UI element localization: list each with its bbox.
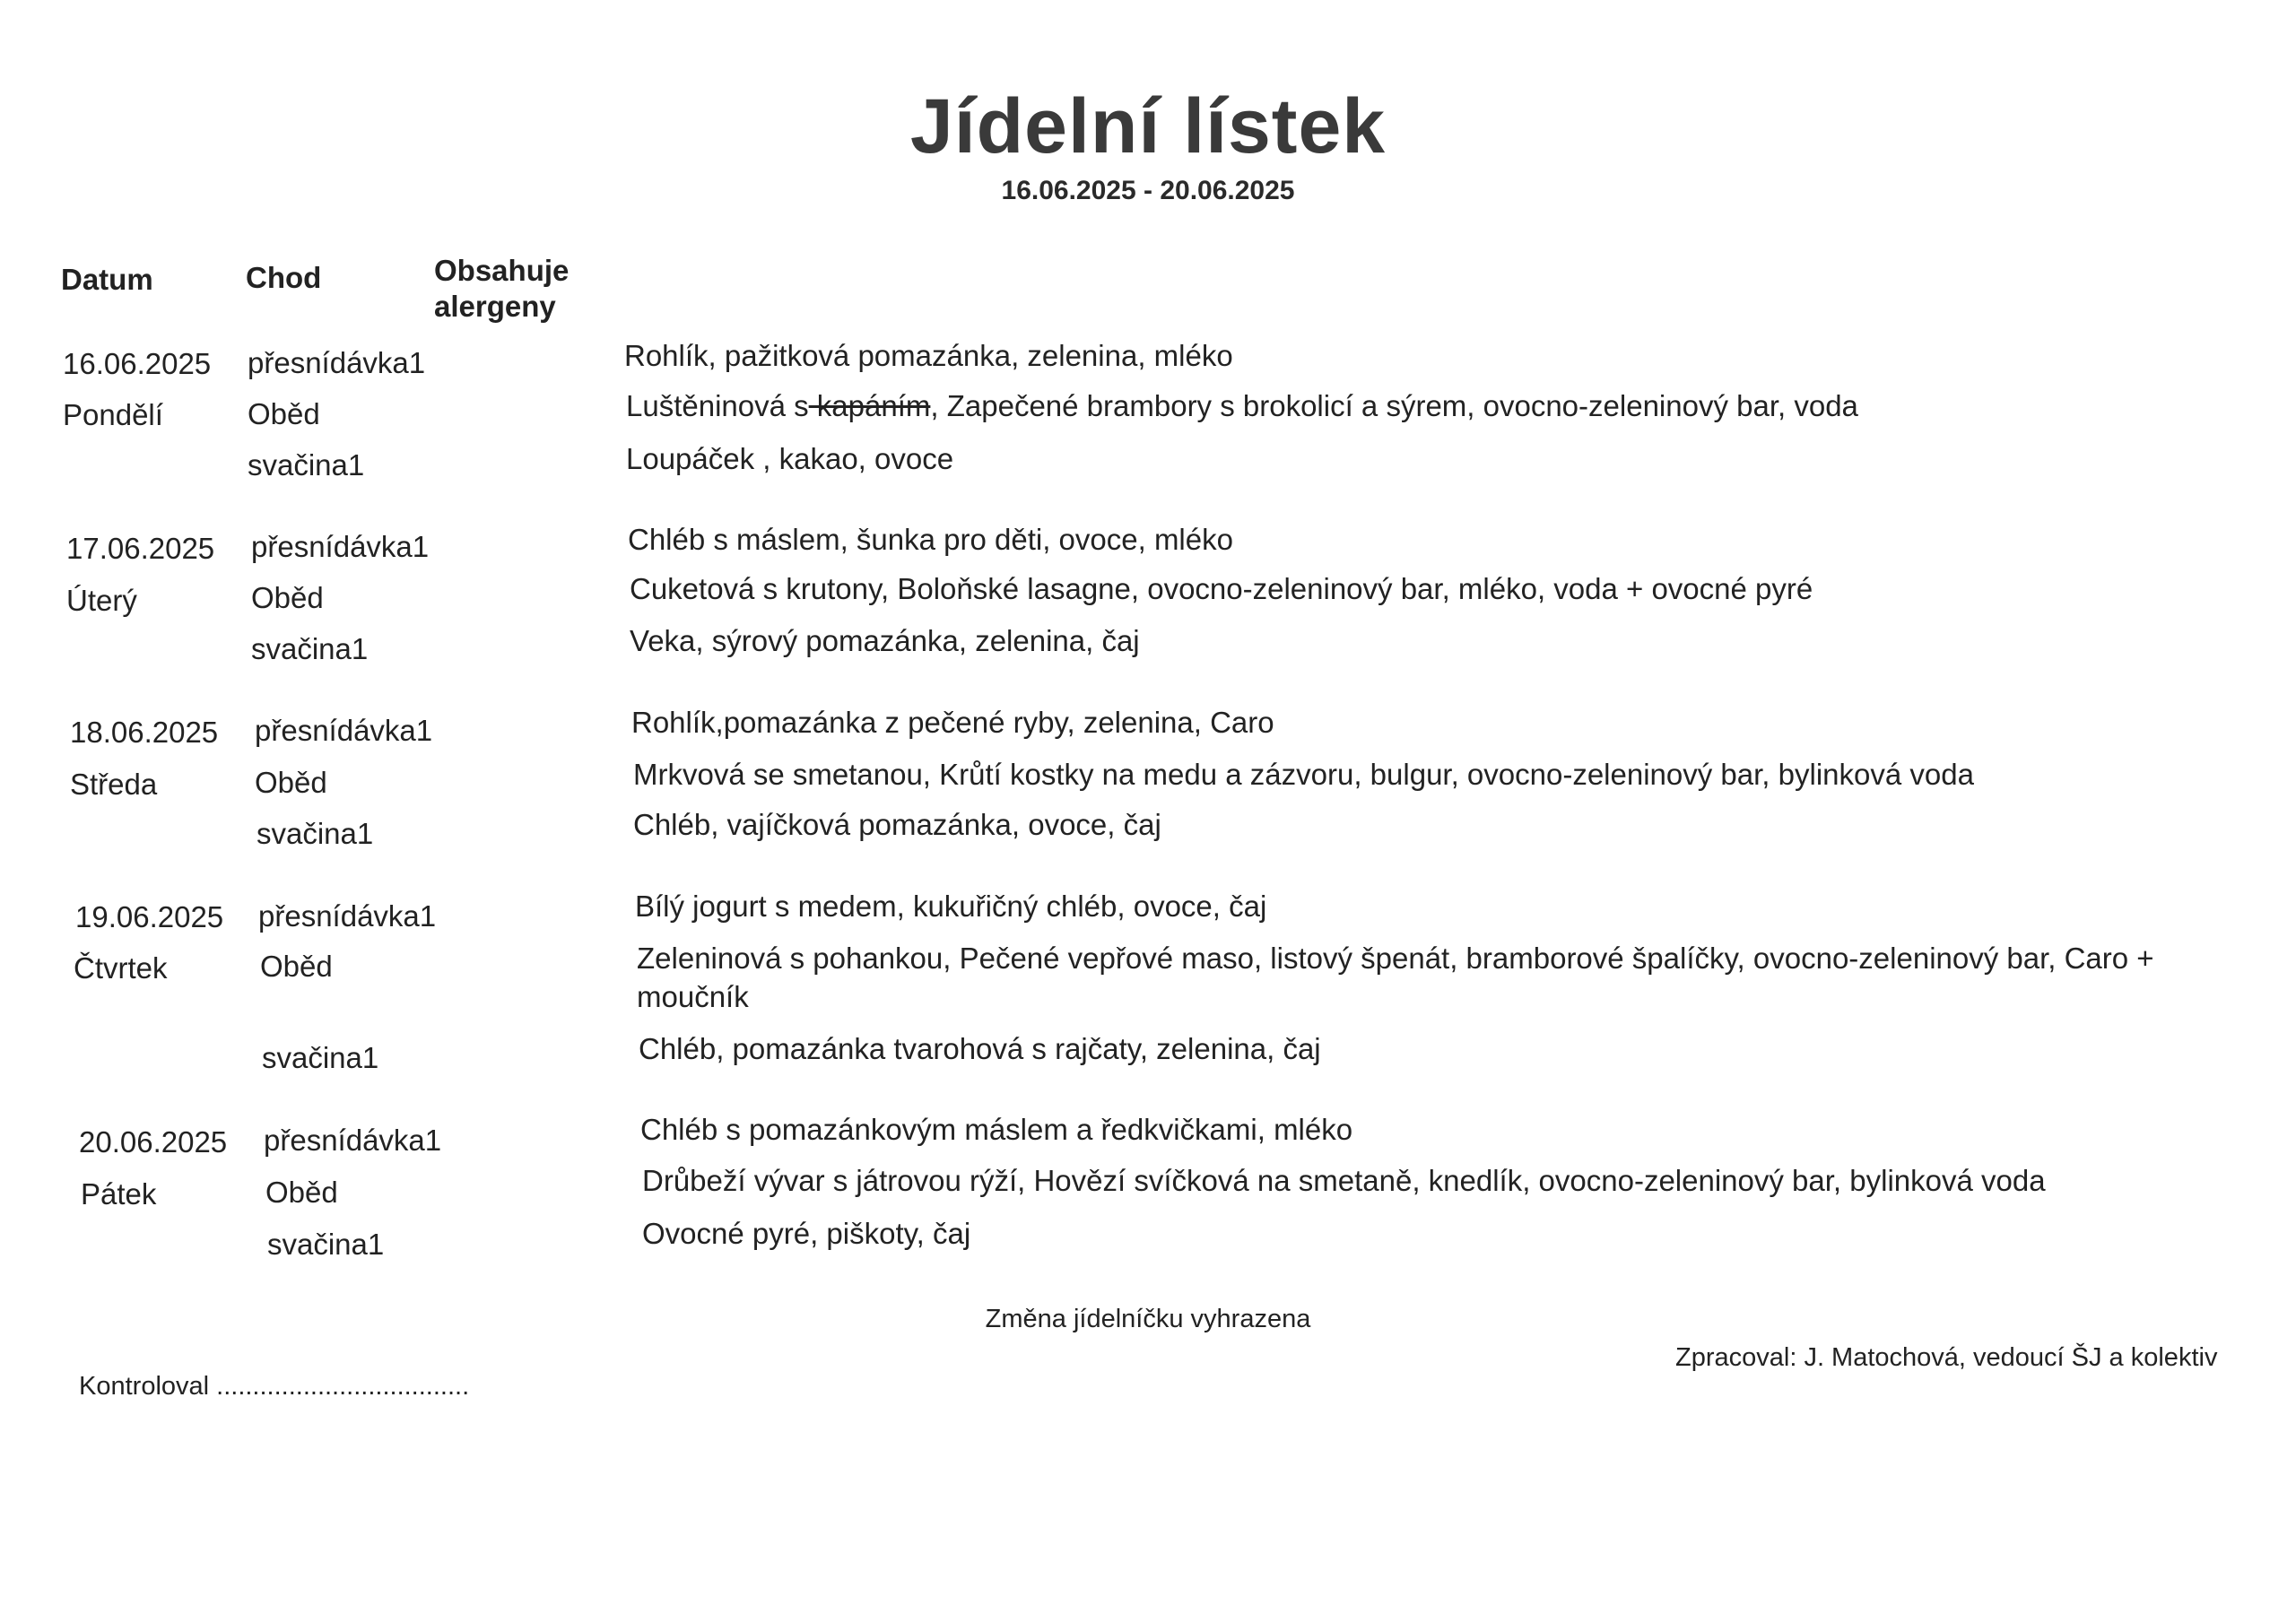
day-weekday: Pátek [81,1177,157,1211]
column-header-allergens-line2: alergeny [434,290,556,323]
meal-text: Mrkvová se smetanou, Krůtí kostky na medu a zázvoru, bulgur, ovocno-zeleninový bar, bylinková voda [633,758,1974,791]
day-weekday: Čtvrtek [74,951,168,985]
meal-text-struck: kapáním [808,389,931,422]
meal-course: přesnídávka1 [255,714,433,747]
change-note: Změna jídelníčku vyhrazena [985,1305,1311,1333]
meal-text: Rohlík, pažitková pomazánka, zelenina, mléko [624,339,1233,372]
meal-text-part: Luštěninová s [626,389,809,422]
checked-by: Kontroloval ................................... [79,1372,470,1401]
meal-text: Chléb s pomazánkovým máslem a ředkvičkami, mléko [640,1113,1353,1146]
page-title: Jídelní lístek [909,83,1387,169]
day-date: 17.06.2025 [66,532,215,565]
meal-text: Chléb, vajíčková pomazánka, ovoce, čaj [633,808,1161,841]
meal-course: svačina1 [248,448,365,482]
day-date: 16.06.2025 [63,347,212,380]
meal-text: Zeleninová s pohankou, Pečené vepřové maso, listový špenát, bramborové špalíčky, ovocno-zeleninový bar, Caro + [637,942,2154,975]
prepared-by: Zpracoval: J. Matochová, vedoucí ŠJ a kolektiv [1675,1343,2218,1372]
column-header-allergens-line1: Obsahuje [434,254,570,287]
column-header-date: Datum [61,263,153,296]
meal-course: přesnídávka1 [248,346,426,379]
meal-text: Chléb, pomazánka tvarohová s rajčaty, zelenina, čaj [639,1032,1321,1065]
day-date: 20.06.2025 [79,1125,228,1159]
meal-course: Oběd [248,397,320,430]
meal-course: přesnídávka1 [258,899,437,933]
meal-text: Drůbeží vývar s játrovou rýží, Hovězí svíčková na smetaně, knedlík, ovocno-zeleninový bar, bylinková voda [642,1164,2046,1197]
date-range: 16.06.2025 - 20.06.2025 [1001,176,1295,205]
meal-text [626,388,1858,424]
meal-course: svačina1 [257,817,374,850]
meal-text: Bílý jogurt s medem, kukuřičný chléb, ovoce, čaj [635,890,1267,923]
meal-course: svačina1 [251,632,369,665]
meal-text: Veka, sýrový pomazánka, zelenina, čaj [630,624,1140,657]
column-header-allergens [434,253,631,325]
meal-text: Loupáček , kakao, ovoce [626,442,954,475]
meal-course: Oběd [265,1176,338,1209]
meal-text: Rohlík,pomazánka z pečené ryby, zelenina, Caro [631,706,1274,739]
meal-course: svačina1 [267,1228,385,1261]
meal-course: Oběd [260,950,333,983]
day-weekday: Středa [70,768,158,801]
day-weekday: Úterý [66,584,137,617]
meal-text: Ovocné pyré, piškoty, čaj [642,1217,971,1250]
day-weekday: Pondělí [63,398,163,431]
day-date: 18.06.2025 [70,716,219,749]
meal-course: svačina1 [262,1041,379,1074]
meal-text: moučník [637,980,749,1013]
meal-course: Oběd [255,766,327,799]
meal-course: přesnídávka1 [251,530,430,563]
meal-text: Cuketová s krutony, Boloňské lasagne, ovocno-zeleninový bar, mléko, voda + ovocné pyré [630,572,1813,605]
meal-course: Oběd [251,581,324,614]
day-date: 19.06.2025 [75,900,224,933]
meal-text: Chléb s máslem, šunka pro děti, ovoce, mléko [628,523,1233,556]
meal-course: přesnídávka1 [264,1124,442,1157]
meal-text-part: , Zapečené brambory s brokolicí a sýrem, ovocno-zeleninový bar, voda [930,389,1858,422]
column-header-course: Chod [246,261,322,294]
